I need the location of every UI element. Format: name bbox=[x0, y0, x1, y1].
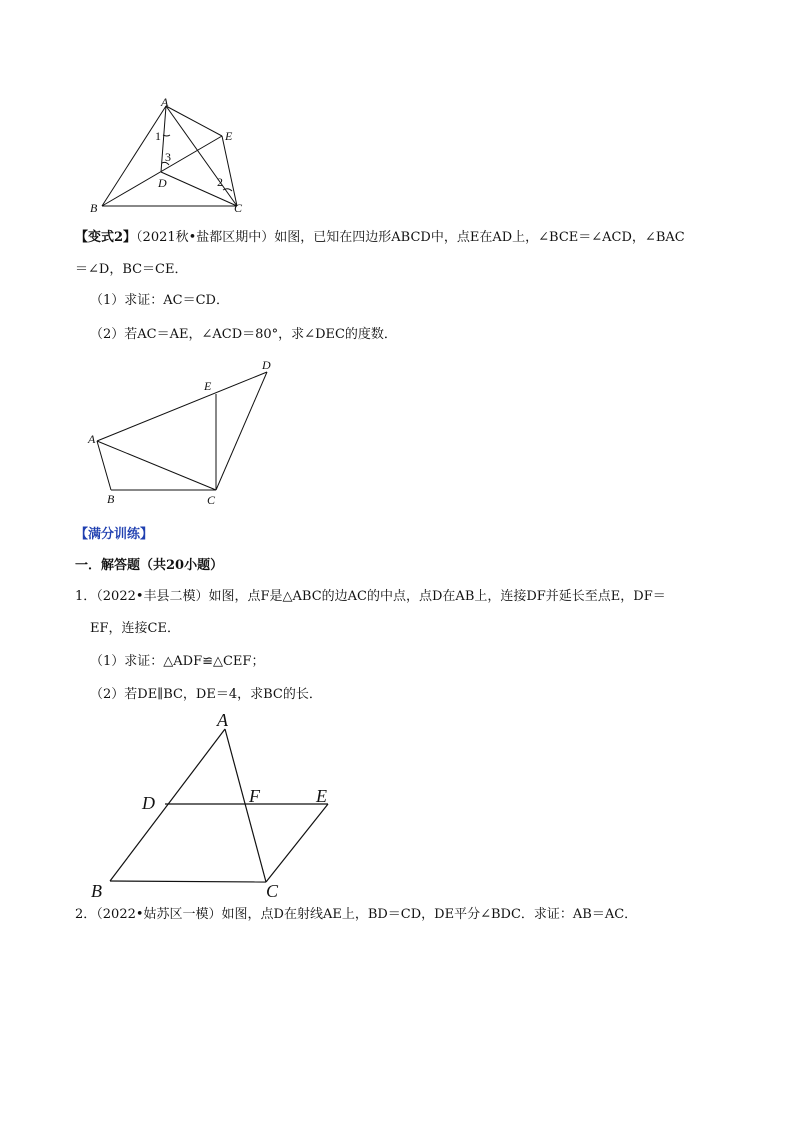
section-title: 【满分训练】 bbox=[75, 527, 154, 542]
label-b: B bbox=[90, 201, 98, 215]
problem1-question-1: （1）求证：△ADF≌△CEF； bbox=[90, 654, 265, 669]
label-d: D bbox=[142, 793, 155, 813]
label-c: C bbox=[234, 201, 243, 215]
label-c: C bbox=[207, 493, 216, 507]
variant2-line2: ＝∠D，BC＝CE． bbox=[75, 262, 188, 277]
segment-bc bbox=[110, 881, 266, 882]
label-angle-2: 2 bbox=[217, 175, 223, 189]
variant2-text-1: （2021秋•盐都区期中）如图，已知在四边形ABCD中，点E在AD上，∠BCE＝∠ACD，∠BAC bbox=[136, 230, 685, 245]
label-b: B bbox=[107, 492, 115, 506]
segment-ae bbox=[166, 106, 222, 136]
figure-3-diagram bbox=[85, 708, 345, 903]
label-angle-3: 3 bbox=[165, 150, 171, 164]
label-a: A bbox=[161, 95, 169, 109]
label-a: A bbox=[217, 710, 228, 730]
label-a: A bbox=[88, 432, 96, 446]
variant2-question-1: （1）求证：AC＝CD． bbox=[90, 293, 229, 308]
label-angle-1: 1 bbox=[155, 129, 161, 143]
segment-ac bbox=[97, 441, 216, 490]
angle-2-arc bbox=[223, 189, 232, 191]
label-c: C bbox=[266, 881, 279, 901]
section-subtitle: 一．解答题（共20小题） bbox=[75, 558, 224, 573]
figure-1-diagram bbox=[85, 95, 255, 220]
segment-ab bbox=[110, 729, 225, 881]
label-e: E bbox=[204, 379, 212, 393]
problem1-line1: 1．（2022•丰县二模）如图，点F是△ABC的边AC的中点，点D在AB上，连接DF并延长至点E，DF＝ bbox=[75, 589, 666, 604]
problem2-line1: 2．（2022•姑苏区一模）如图，点D在射线AE上，BD＝CD，DE平分∠BDC．求证：AB＝AC． bbox=[75, 907, 638, 922]
figure-2-diagram bbox=[85, 355, 285, 510]
angle-1-arc bbox=[163, 135, 170, 136]
segment-ab bbox=[97, 441, 111, 490]
segment-be bbox=[102, 136, 222, 206]
label-e: E bbox=[225, 129, 233, 143]
variant2-line1 bbox=[75, 228, 685, 248]
label-f: F bbox=[249, 786, 260, 806]
label-e: E bbox=[316, 786, 327, 806]
variant2-question-2: （2）若AC＝AE，∠ACD＝80°，求∠DEC的度数． bbox=[90, 327, 397, 342]
segment-ec bbox=[266, 804, 328, 882]
label-b: B bbox=[91, 881, 102, 901]
problem1-question-2: （2）若DE∥BC，DE＝4，求BC的长． bbox=[90, 687, 322, 702]
problem1-line2: EF，连接CE． bbox=[90, 621, 180, 636]
variant2-tag: 【变式2】 bbox=[75, 230, 137, 245]
label-d: D bbox=[158, 176, 167, 190]
label-d: D bbox=[262, 358, 271, 372]
segment-ab bbox=[102, 106, 166, 206]
